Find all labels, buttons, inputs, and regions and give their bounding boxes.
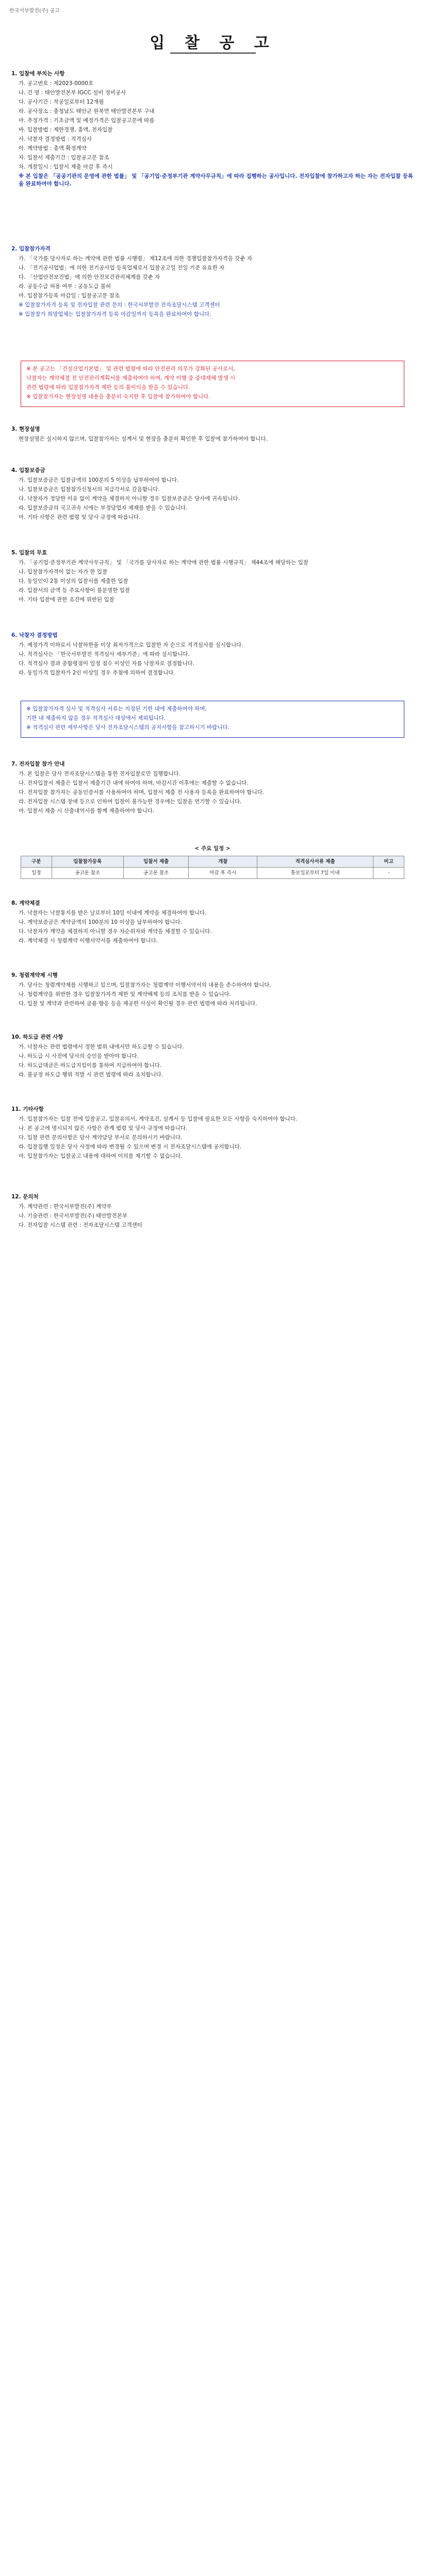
section-7 [11, 757, 415, 817]
list-item: 라. 전자입찰 시스템 장애 등으로 인하여 입찰이 불가능한 경우에는 입찰을 연기할 수 있습니다. [19, 799, 242, 805]
warning-box [21, 361, 404, 407]
list-item: 라. 계약체결 시 청렴계약 이행서약서를 제출하여야 합니다. [19, 938, 158, 944]
schedule-table [21, 856, 404, 879]
section-heading: 9. 청렴계약제 시행 [11, 972, 58, 978]
section-6 [11, 629, 415, 679]
list-item: 나. 청렴계약을 위반한 경우 입찰참가자격 제한 및 계약해제 등의 조치를 받을 수 있습니다. [19, 991, 231, 997]
section-5 [11, 546, 415, 605]
info-line: ※ 입찰참가자격 심사 및 적격심사 서류는 지정된 기한 내에 제출하여야 하며, [26, 706, 207, 712]
table-cell: 공고문 참조 [52, 868, 123, 879]
page-title: 입 찰 공 고 [150, 34, 276, 52]
title-underline [170, 53, 256, 54]
list-item: 사. 낙찰자 결정방법 : 적격심사 [19, 136, 92, 142]
list-item: 라. 공사장소 : 충청남도 태안군 원북면 태안발전본부 구내 [19, 108, 155, 114]
list-item: 마. 추정가격 : 기초금액 및 예정가격은 입찰공고문에 따름 [19, 117, 155, 124]
section-heading: 6. 낙찰자 결정방법 [11, 632, 58, 638]
info-box [21, 701, 404, 738]
list-item: 라. 입찰서의 금액 등 주요사항이 불분명한 입찰 [19, 587, 130, 594]
list-item: 라. 불공정 하도급 행위 적발 시 관련 법령에 따라 조치합니다. [19, 1072, 163, 1078]
list-item: 나. 입찰보증금은 입찰참가신청서의 지급각서로 갈음합니다. [19, 486, 160, 493]
blue-note: ※ 입찰참가자격 등록 및 전자입찰 관련 문의 : 한국서부발전 전자조달시스템 고객센터 [19, 302, 220, 308]
paragraph: 현장설명은 실시하지 않으며, 입찰참가자는 설계서 및 현장을 충분히 확인한 후 입찰에 참가하여야 합니다. [19, 436, 268, 442]
list-item: 가. 「국가를 당사자로 하는 계약에 관한 법률 시행령」 제12조에 의한 경쟁입찰참가자격을 갖춘 자 [19, 256, 253, 262]
list-item: 다. 공사기간 : 착공일로부터 12개월 [19, 99, 104, 105]
section-10 [11, 1030, 415, 1080]
list-item: 나. 적격심사는 「한국서부발전 적격심사 세부기준」에 따라 실시합니다. [19, 651, 190, 657]
section-heading: 1. 입찰에 부치는 사항 [11, 71, 65, 77]
list-item: 바. 입찰방법 : 제한경쟁, 총액, 전자입찰 [19, 127, 113, 133]
column-header: 구분 [21, 856, 52, 868]
list-item: 나. 건 명 : 태안발전본부 IGCC 설비 정비공사 [19, 90, 126, 96]
list-item: 나. 하도급 시 사전에 당사의 승인을 받아야 합니다. [19, 1053, 139, 1059]
list-item: 나. 본 공고에 명시되지 않은 사항은 관계 법령 및 당사 규정에 따릅니다. [19, 1125, 188, 1131]
warning-line: 낙찰자는 계약체결 전 안전관리계획서를 제출하여야 하며, 계약 이행 중 중대재해 발생 시 [26, 375, 236, 381]
table-cell: - [373, 868, 404, 879]
table-row [21, 868, 404, 879]
list-item: 가. 입찰보증금은 입찰금액의 100분의 5 이상을 납부하여야 합니다. [19, 477, 179, 483]
section-4 [11, 464, 415, 523]
list-item: 다. 적격심사 결과 종합평점이 일정 점수 이상인 자를 낙찰자로 결정합니다. [19, 660, 195, 667]
list-item: 다. 「산업안전보건법」에 의한 안전보건관리체계를 갖춘 자 [19, 274, 160, 280]
warning-line: 관련 법령에 따라 입찰참가자격 제한 등의 불이익을 받을 수 있습니다. [26, 384, 190, 391]
top-note: 한국서부발전(주) 공고 [9, 8, 60, 14]
list-item: 가. 예정가격 이하로서 낙찰하한율 이상 최저가격으로 입찰한 자 순으로 적격심사를 실시합니다. [19, 642, 243, 648]
list-item: 가. 당사는 청렴계약제를 시행하고 있으며, 입찰참가자는 청렴계약 이행서약서의 내용을 준수하여야 합니다. [19, 982, 271, 988]
column-header: 입찰서 제출 [123, 856, 189, 868]
list-item: 가. 공고번호 : 제2023-0000호 [19, 80, 94, 87]
table-cell: 통보일로부터 7일 이내 [257, 868, 373, 879]
section-2 [11, 242, 415, 320]
list-item: 다. 전자입찰 시스템 관련 : 전자조달시스템 고객센터 [19, 1222, 142, 1228]
list-item: 마. 기타 사항은 관련 법령 및 당사 규정에 따릅니다. [19, 514, 141, 520]
list-item: 다. 낙찰자가 계약을 체결하지 아니할 경우 차순위자와 계약을 체결할 수 있습니다. [19, 928, 212, 935]
list-item: 라. 입찰보증금의 국고귀속 시에는 부정당업자 제재를 받을 수 있습니다. [19, 505, 188, 511]
section-heading: 2. 입찰참가자격 [11, 246, 51, 252]
warning-line: ※ 입찰참가자는 현장설명 내용을 충분히 숙지한 후 입찰에 참가하여야 합니다. [26, 394, 210, 400]
list-item: 마. 입찰참가등록 마감일 : 입찰공고문 참조 [19, 293, 120, 299]
list-item: 나. 기술관련 : 한국서부발전(주) 태안발전본부 [19, 1213, 127, 1219]
blue-note: ※ 본 입찰은 「공공기관의 운영에 관한 법률」 및 「공기업·준정부기관 계약사무규칙」에 따라 집행하는 공사입니다. 전자입찰에 참가하고자 하는 자는 전자입찰 등록을 완료하여야 합니다. [19, 173, 413, 187]
section-heading: 8. 계약체결 [11, 900, 40, 906]
info-line: 기한 내 제출하지 않을 경우 적격심사 대상에서 제외됩니다. [26, 715, 166, 721]
list-item: 마. 입찰참가자는 입찰공고 내용에 대하여 이의를 제기할 수 없습니다. [19, 1153, 183, 1159]
table-cell: 마감 후 즉시 [189, 868, 257, 879]
list-item: 가. 입찰참가자는 입찰 전에 입찰공고, 입찰유의서, 계약조건, 설계서 등 입찰에 필요한 모든 사항을 숙지하여야 합니다. [19, 1116, 298, 1122]
list-item: 다. 입찰 관련 문의사항은 당사 계약담당 부서로 문의하시기 바랍니다. [19, 1134, 183, 1141]
column-header: 적격심사서류 제출 [257, 856, 373, 868]
table-caption: < 주요 일정 > [194, 845, 231, 852]
section-8 [11, 896, 415, 946]
list-item: 다. 하도급대금은 하도급지킴이를 통하여 지급하여야 합니다. [19, 1062, 161, 1069]
table-cell: 일정 [21, 868, 52, 879]
list-item: 가. 낙찰자는 관련 법령에서 정한 범위 내에서만 하도급할 수 있습니다. [19, 1044, 184, 1050]
section-heading: 12. 문의처 [11, 1194, 39, 1200]
info-line: ※ 적격심사 관련 세부사항은 당사 전자조달시스템의 공지사항을 참고하시기 바랍니다. [26, 724, 230, 731]
section-1 [11, 67, 415, 190]
list-item: 다. 전자입찰 참가자는 공동인증서를 사용하여야 하며, 입찰서 제출 전 사용자 등록을 완료하여야 합니다. [19, 789, 265, 795]
section-heading: 5. 입찰의 무효 [11, 550, 47, 556]
column-header: 입찰참가등록 [52, 856, 123, 868]
list-item: 차. 개찰일시 : 입찰서 제출 마감 후 즉시 [19, 164, 113, 170]
section-11 [11, 1103, 415, 1162]
list-item: 가. 계약관련 : 한국서부발전(주) 계약부 [19, 1204, 112, 1210]
list-item: 나. 계약보증금은 계약금액의 100분의 10 이상을 납부하여야 합니다. [19, 919, 183, 925]
section-12 [11, 1190, 415, 1231]
list-item: 나. 「전기공사업법」에 의한 전기공사업 등록업체로서 입찰공고일 전일 기준 유효한 자 [19, 265, 225, 271]
section-heading: 11. 기타사항 [11, 1106, 44, 1112]
list-item: 라. 입찰집행 일정은 당사 사정에 따라 변경될 수 있으며 변경 시 전자조달시스템에 공지합니다. [19, 1144, 242, 1150]
list-item: 나. 전자입찰서 제출은 입찰서 제출기간 내에 하여야 하며, 마감시간 이후에는 제출할 수 없습니다. [19, 780, 249, 786]
list-item: 가. 「공기업·준정부기관 계약사무규칙」 및 「국가를 당사자로 하는 계약에 관한 법률 시행규칙」 제44조에 해당하는 입찰 [19, 560, 308, 566]
list-item: 가. 낙찰자는 낙찰통지를 받은 날로부터 10일 이내에 계약을 체결하여야 합니다. [19, 910, 207, 916]
column-header: 비고 [373, 856, 404, 868]
section-heading: 10. 하도급 관련 사항 [11, 1034, 63, 1040]
blue-note: ※ 입찰참가 희망업체는 입찰참가자격 등록 마감일까지 등록을 완료하여야 합니다. [19, 311, 211, 317]
section-heading: 3. 현장설명 [11, 426, 40, 432]
list-item: 다. 낙찰자가 정당한 이유 없이 계약을 체결하지 아니할 경우 입찰보증금은 당사에 귀속됩니다. [19, 496, 240, 502]
column-header: 개찰 [189, 856, 257, 868]
list-item: 마. 기타 입찰에 관한 조건에 위반된 입찰 [19, 597, 114, 603]
list-item: 다. 동일인이 2통 이상의 입찰서를 제출한 입찰 [19, 578, 128, 584]
list-item: 나. 입찰참가자격이 없는 자가 한 입찰 [19, 569, 108, 575]
table-header-row [21, 856, 404, 868]
list-item: 마. 입찰서 제출 시 산출내역서를 함께 제출하여야 합니다. [19, 808, 155, 814]
section-heading: 4. 입찰보증금 [11, 467, 45, 473]
warning-line: ※ 본 공고는 「건설산업기본법」 및 관련 법령에 따라 안전관리 의무가 강화된 공사로서, [26, 366, 235, 372]
table-cell: 공고문 참조 [123, 868, 189, 879]
list-item: 라. 동일가격 입찰자가 2인 이상일 경우 추첨에 의하여 결정합니다. [19, 670, 175, 676]
list-item: 라. 공동수급 허용 여부 : 공동도급 불허 [19, 283, 111, 290]
list-item: 가. 본 입찰은 당사 전자조달시스템을 통한 전자입찰로만 집행합니다. [19, 771, 181, 777]
section-3 [11, 422, 415, 445]
list-item: 아. 계약방법 : 총액 확정계약 [19, 145, 87, 151]
schedule-table-wrap [21, 845, 404, 879]
section-9 [11, 969, 415, 1009]
list-item: 다. 입찰 및 계약과 관련하여 금품·향응 등을 제공한 사실이 확인될 경우 관련 법령에 따라 처리됩니다. [19, 1001, 257, 1007]
section-heading: 7. 전자입찰 참가 안내 [11, 761, 65, 767]
list-item: 자. 입찰서 제출기간 : 입찰공고문 참조 [19, 155, 109, 161]
